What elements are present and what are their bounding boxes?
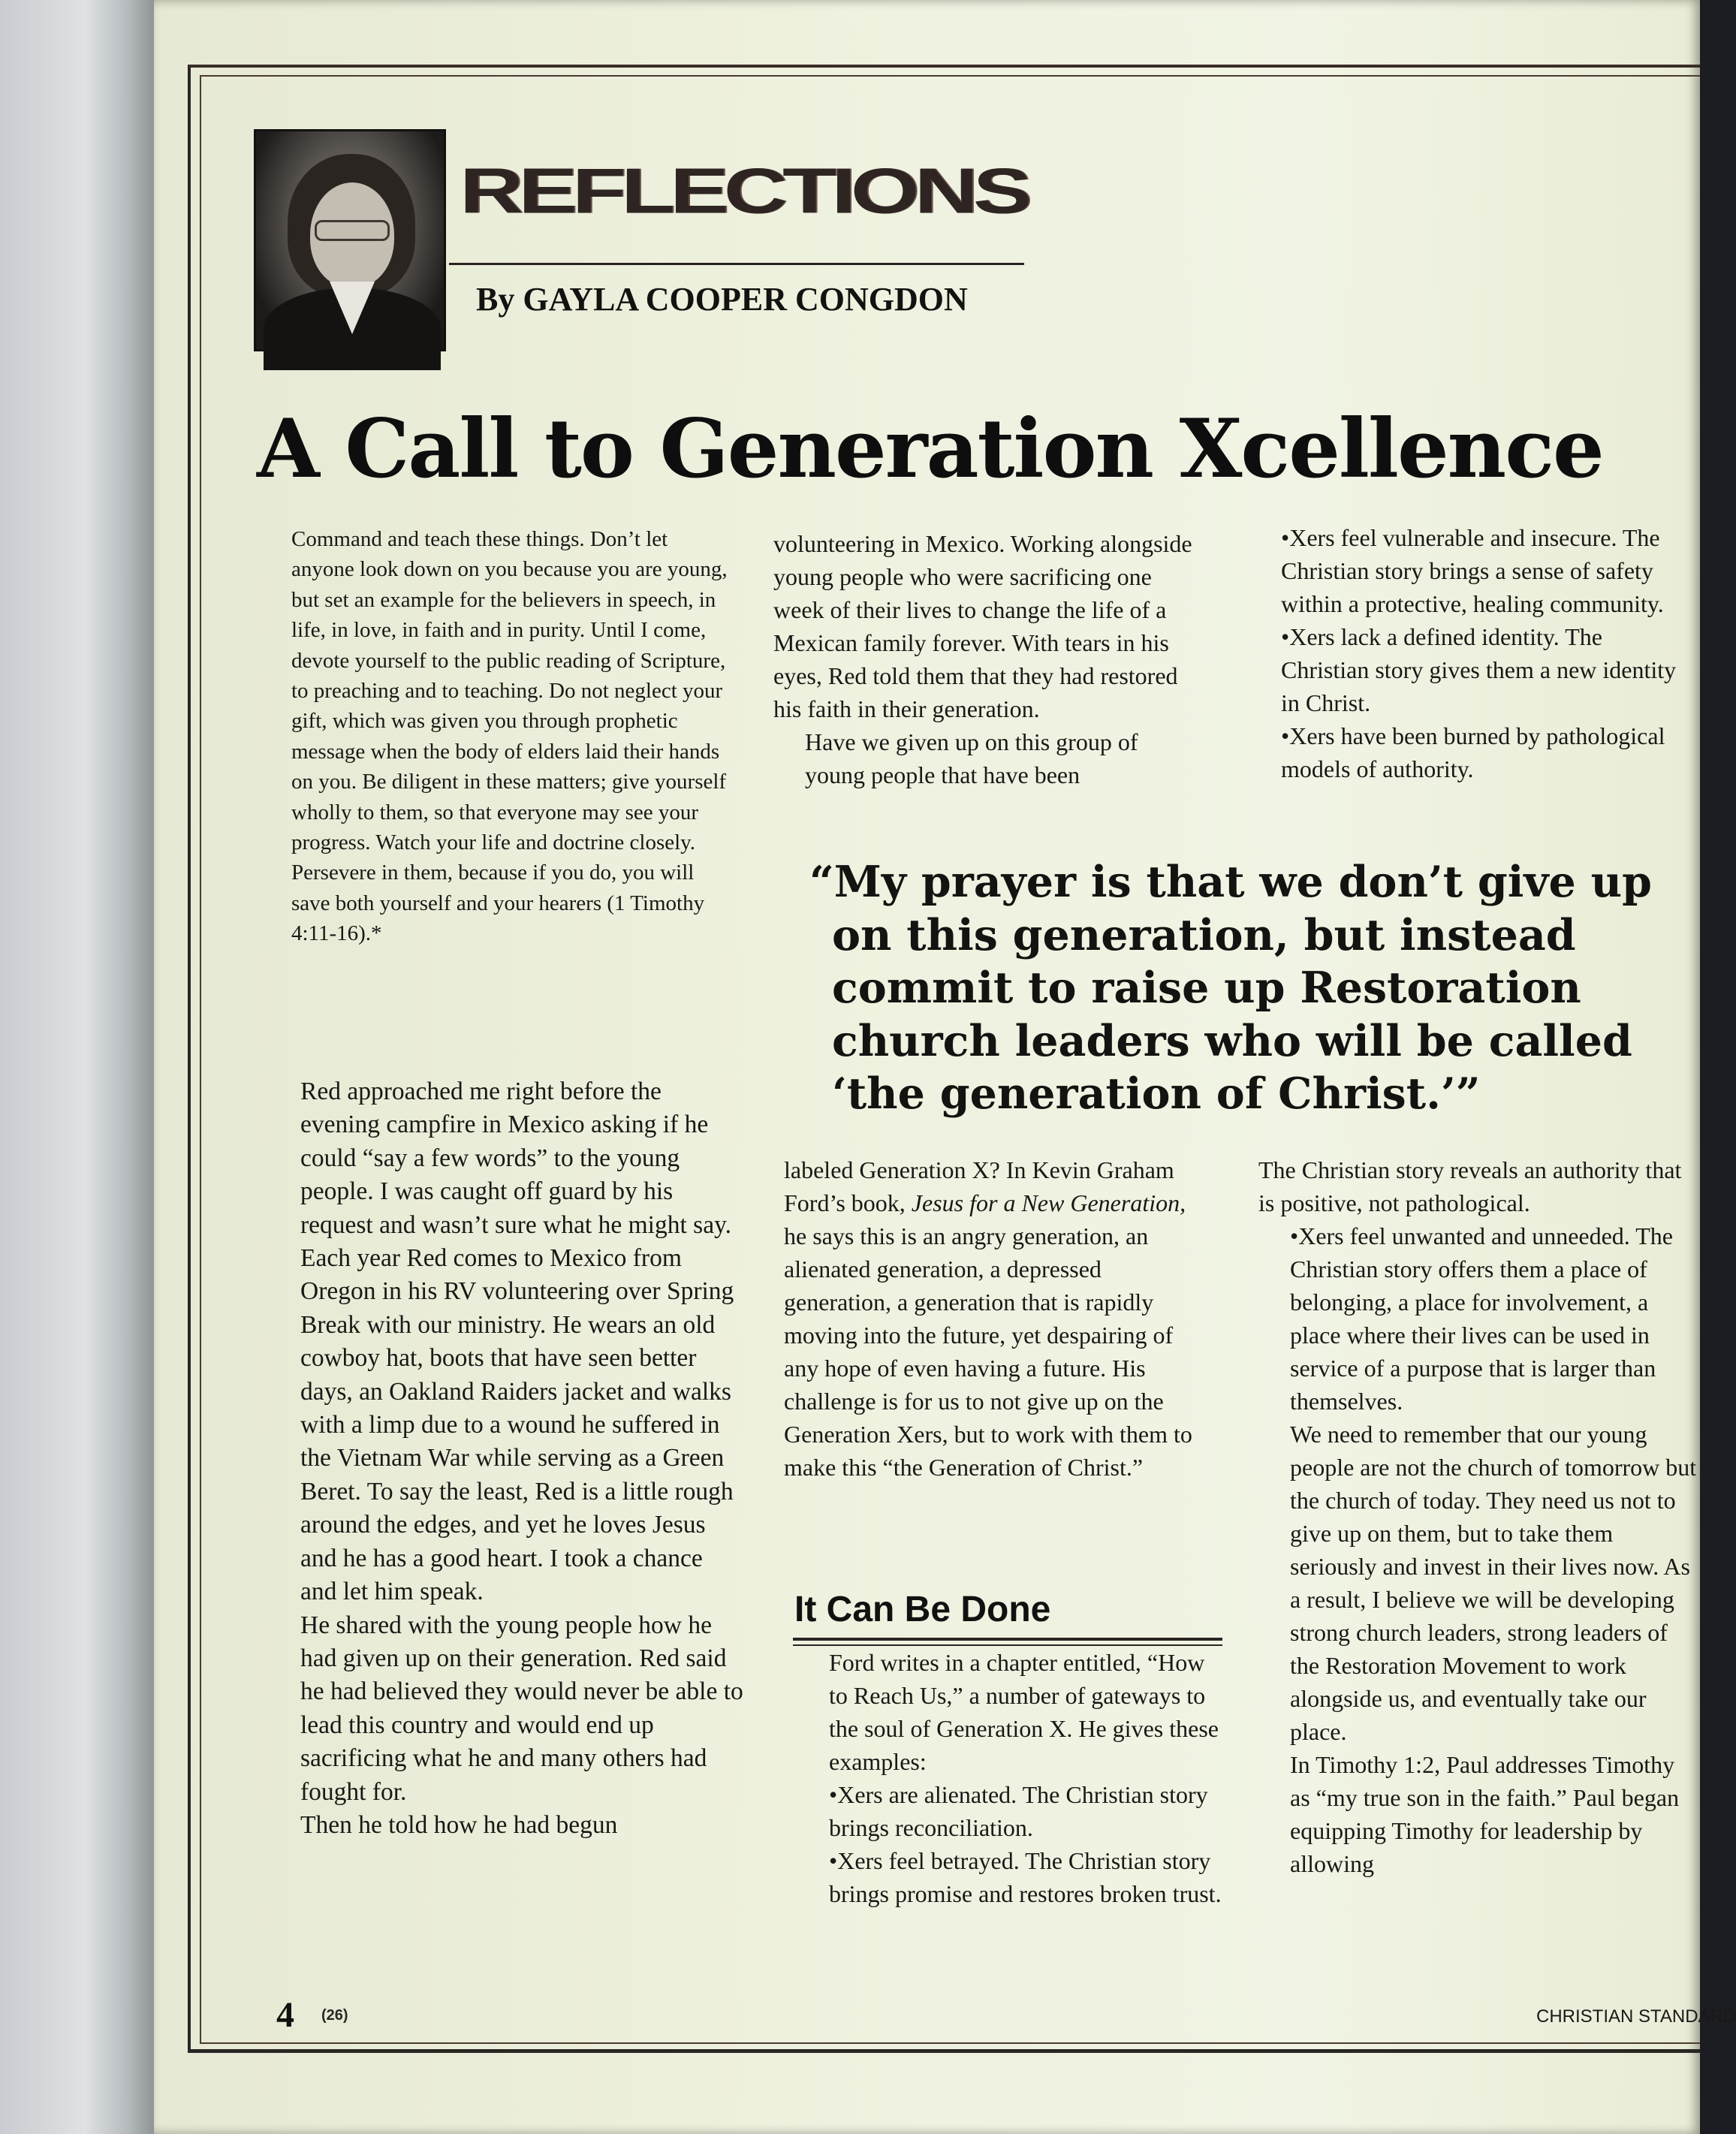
paragraph: The Christian story reveals an authority that is positive, not pathological. bbox=[1258, 1156, 1682, 1216]
paragraph: Ford writes in a chapter entitled, “How to Reach Us,” a number of gateways to the soul of Generation X. He gives these examples: bbox=[829, 1649, 1219, 1775]
pull-quote bbox=[809, 856, 1688, 1121]
magazine-name: CHRISTIAN STANDARD bbox=[1536, 2006, 1736, 2027]
section-subhead: It Can Be Done bbox=[794, 1590, 1051, 1629]
paragraph: Each year Red comes to Mexico from Oregon in his RV volunteering over Spring Break with our ministry. He wears an old cowboy hat, boots that have seen better days, an Oakland Raiders jacket and walks with a limp due to a wound he suffered in the Vietnam War while serving as a Green Beret. To say the least, Red is a little rough around the edges, and yet he loves Jesus and he has a good heart. I took a chance and let him speak. bbox=[300, 1244, 734, 1606]
pull-quote-text: “My prayer is that we don’t give up on this generation, but instead commit to raise up Restoration church leaders who will be called ‘the generation of Christ.’” bbox=[809, 857, 1652, 1120]
text-run: he says this is an angry generation, an alienated generation, a depressed generation, a generation that is rapidly moving into the future, yet despairing of any hope of even having a future. His challenge is for us to not give up on the Generation Xers, but to work with them to make this “the Generation of Christ.” bbox=[784, 1222, 1192, 1481]
column-name-rule bbox=[449, 263, 1024, 265]
adjacent-page-edge bbox=[0, 0, 154, 2134]
paragraph: Red approached me right before the evening campfire in Mexico asking if he could “say a few words” to the young people. I was caught off guard by his request and wasn’t sure what he might say. bbox=[300, 1078, 732, 1239]
paragraph: Then he told how he had begun bbox=[300, 1810, 618, 1839]
paragraph: In Timothy 1:2, Paul addresses Timothy as “my true son in the faith.” Paul began equipping Timothy for leadership by allowing bbox=[1290, 1751, 1680, 1877]
article-column-3-top bbox=[1249, 521, 1695, 785]
article-column-3-bottom bbox=[1258, 1153, 1697, 1880]
scripture-text: Command and teach these things. Don’t let anyone look down on you because you are young, but set an example for the believers in speech, in life, in love, in faith and in purity. Until I come, devote yourself to the public reading of Scripture, to preaching and to teaching. Do not neglect your gift, which was given you through prophetic message when the body of elders laid their hands on you. Be diligent in these matters; give yourself wholly to them, so that everyone may see your progress. Watch your life and doctrine closely. Persevere in them, because if you do, you will save both yourself and your hearers (1 Timothy 4:11-16).* bbox=[291, 527, 728, 946]
bullet-paragraph: •Xers have been burned by pathological models of authority. bbox=[1281, 722, 1665, 782]
paragraph: Have we given up on this group of young people that have been bbox=[805, 728, 1138, 788]
bullet-paragraph: •Xers feel vulnerable and insecure. The Christian story brings a sense of safety within a protective, healing community. bbox=[1281, 524, 1664, 617]
article-headline: A Call to Generation Xcellence bbox=[257, 402, 1603, 496]
article-column-2-section bbox=[797, 1646, 1228, 1910]
subhead-rule bbox=[793, 1638, 1222, 1641]
paragraph: volunteering in Mexico. Working alongside young people who were sacrificing one week of their lives to change the life of a Mexican family forever. With tears in his eyes, Red told them that they had restored his faith in their generation. bbox=[773, 530, 1192, 722]
bullet-paragraph: •Xers feel unwanted and unneeded. The Christian story offers them a place of belonging, a place for involvement, a place where their lives can be used in service of a purpose that is larger than themselves. bbox=[1290, 1222, 1673, 1415]
scripture-epigraph bbox=[261, 524, 736, 949]
page-number: 4 bbox=[276, 1995, 294, 2035]
paragraph: He shared with the young people how he had given up on their generation. Red said he had believed they would never be able to lead this country and would end up sacrificing what he and many others had fought for. bbox=[300, 1611, 743, 1806]
article-column-2-bottom bbox=[784, 1153, 1212, 1484]
paragraph bbox=[784, 1153, 1212, 1484]
author-photo bbox=[254, 129, 446, 351]
article-column-2-top bbox=[773, 527, 1201, 791]
article-column-1 bbox=[264, 1075, 745, 1842]
paragraph: We need to remember that our young people are not the church of tomorrow but the church of today. They need us not to give up on them, but to take them seriously and invest in their lives now. As a result, I believe we will be developing strong church leaders, strong leaders of the Restoration Movement to work alongside us, and eventually take our place. bbox=[1290, 1421, 1697, 1745]
issue-page-number: (26) bbox=[321, 2007, 348, 2024]
book-title: Jesus for a New Generation, bbox=[911, 1189, 1186, 1216]
bullet-paragraph: •Xers are alienated. The Christian story brings reconciliation. bbox=[829, 1781, 1208, 1841]
bullet-paragraph: •Xers feel betrayed. The Christian story brings promise and restores broken trust. bbox=[829, 1847, 1222, 1907]
author-byline: By GAYLA COOPER CONGDON bbox=[476, 281, 968, 318]
column-name: REFLECTIONS bbox=[460, 155, 1027, 227]
bullet-paragraph: •Xers lack a defined identity. The Christian story gives them a new identity in Christ. bbox=[1281, 623, 1677, 716]
text-run: labeled Generation X? In Kevin Graham Ford’s book, bbox=[784, 1156, 1174, 1216]
